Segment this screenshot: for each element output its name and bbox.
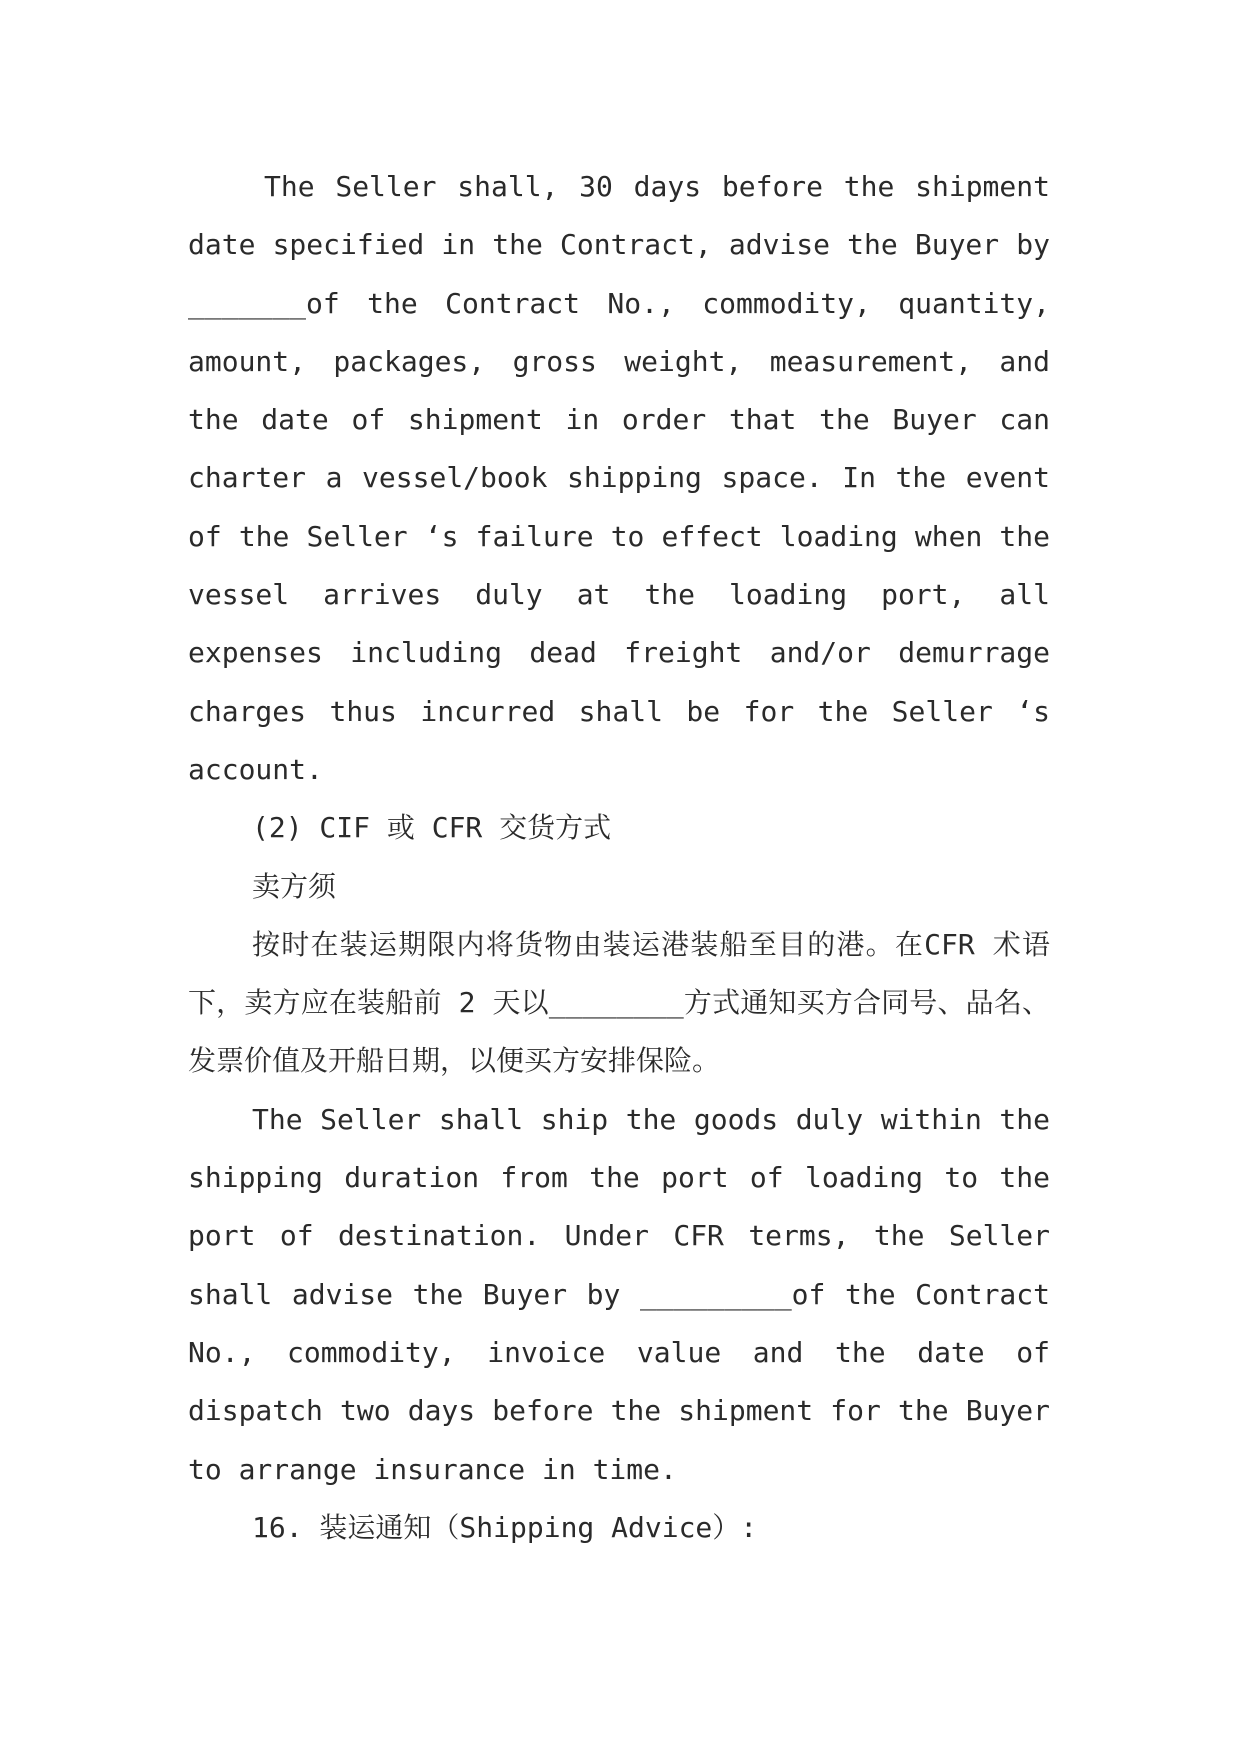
document-page: [188, 158, 1050, 1557]
paragraph-seller-ship-goods: The Seller shall ship the goods duly within the shipping duration from the port of loading to the port of destination. Under CFR terms, the Seller shall advise the Buyer by _________of the Contract No., commodity, invoice value and the date of dispatch two days before the shipment for the Buyer to arrange insurance in time.: [188, 1102, 1050, 1486]
heading-shipping-advice: 16. 装运通知（Shipping Advice）:: [252, 1510, 758, 1544]
heading-cif-cfr-delivery: (2) CIF 或 CFR 交货方式: [252, 811, 612, 845]
paragraph-chinese-cfr-terms: 按时在装运期限内将货物由装运港装船至目的港。在CFR 术语下，卖方应在装船前 2 天以________方式通知买方合同号、品名、发票价值及开船日期，以便买方安排保险。: [188, 927, 1050, 1078]
paragraph-seller-must: 卖方须: [252, 869, 337, 903]
paragraph-seller-advise-fob: The Seller shall, 30 days before the shipment date specified in the Contract, advise the Buyer by _______of the Contract No., commodity, quantity, amount, packages, gross weight, measurement, and the date of shipment in order that the Buyer can charter a vessel/book shipping space. In the event of the Seller ‘s failure to effect loading when the vessel arrives duly at the loading port, all expenses including dead freight and/or demurrage charges thus incurred shall be for the Seller ‘s account.: [188, 170, 1050, 786]
